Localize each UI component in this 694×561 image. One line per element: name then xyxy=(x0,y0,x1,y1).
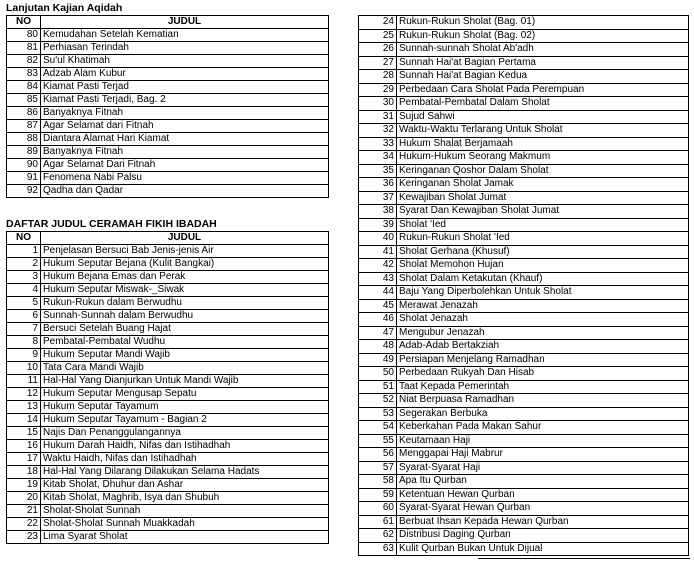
table-row xyxy=(7,133,329,146)
row-number: 28 xyxy=(359,70,397,84)
row-title: Segerakan Berbuka xyxy=(397,407,689,421)
row-number: 2 xyxy=(7,258,41,271)
table-row xyxy=(7,518,329,531)
table-row xyxy=(359,245,689,259)
row-number: 10 xyxy=(7,362,41,375)
row-title: Perbedaan Rukyah Dan Hisab xyxy=(397,367,689,381)
row-title: Keringanan Qoshor Dalam Sholat xyxy=(397,164,689,178)
table-row xyxy=(359,218,689,232)
row-number: 32 xyxy=(359,124,397,138)
row-title: Berbuat Ihsan Kepada Hewan Qurban xyxy=(397,515,689,529)
row-title: Sunnah Hai'at Bagian Kedua xyxy=(397,70,689,84)
row-number: 5 xyxy=(7,297,41,310)
row-title: Perbedaan Cara Sholat Pada Perempuan xyxy=(397,83,689,97)
row-title: Hukum Darah Haidh, Nifas dan Istihadhah xyxy=(41,440,329,453)
table-row xyxy=(359,502,689,516)
row-title: Apa Itu Qurban xyxy=(397,475,689,489)
row-number: 22 xyxy=(7,518,41,531)
row-number: 45 xyxy=(359,299,397,313)
row-number: 11 xyxy=(7,375,41,388)
row-title: Bersuci Setelah Buang Hajat xyxy=(41,323,329,336)
row-title: Banyaknya Fitnah xyxy=(41,107,329,120)
row-number: 1 xyxy=(7,245,41,258)
row-number: 61 xyxy=(359,515,397,529)
row-title: Syarat Dan Kewajiban Sholat Jumat xyxy=(397,205,689,219)
row-title: Keringanan Sholat Jamak xyxy=(397,178,689,192)
row-title: Kitab Sholat, Maghrib, Isya dan Shubuh xyxy=(41,492,329,505)
row-title: Syarat-Syarat Hewan Qurban xyxy=(397,502,689,516)
row-title: Qadha dan Qadar xyxy=(41,185,329,198)
table-row xyxy=(7,55,329,68)
aqidah-title: Lanjutan Kajian Aqidah xyxy=(6,2,123,14)
aqidah-table xyxy=(6,15,329,198)
row-title: Hukum Seputar Miswak-_Siwak xyxy=(41,284,329,297)
row-number: 12 xyxy=(7,388,41,401)
row-number: 23 xyxy=(7,531,41,544)
table-row xyxy=(7,466,329,479)
table-row xyxy=(7,284,329,297)
row-number: 85 xyxy=(7,94,41,107)
table-row xyxy=(7,336,329,349)
table-row xyxy=(7,94,329,107)
row-title: Sholat Gerhana (Khusuf) xyxy=(397,245,689,259)
row-title: Rukun-Rukun Sholat (Bag. 02) xyxy=(397,29,689,43)
table-row xyxy=(7,29,329,42)
row-number: 7 xyxy=(7,323,41,336)
table-row xyxy=(359,529,689,543)
row-title: Rukun-Rukun dalam Berwudhu xyxy=(41,297,329,310)
table-row xyxy=(7,505,329,518)
row-title: Hukum Seputar Tayamum - Bagian 2 xyxy=(41,414,329,427)
table-row xyxy=(359,542,689,556)
row-number: 92 xyxy=(7,185,41,198)
table-row xyxy=(359,286,689,300)
table-row xyxy=(7,68,329,81)
row-number: 50 xyxy=(359,367,397,381)
row-title: Diantara Alamat Hari Kiamat xyxy=(41,133,329,146)
row-title: Hal-Hal Yang Dianjurkan Untuk Mandi Wajib xyxy=(41,375,329,388)
row-title: Keutamaan Haji xyxy=(397,434,689,448)
table-row xyxy=(7,531,329,544)
row-title: Merawat Jenazah xyxy=(397,299,689,313)
row-number: 46 xyxy=(359,313,397,327)
col-judul-header: JUDUL xyxy=(41,16,329,29)
row-number: 4 xyxy=(7,284,41,297)
row-number: 35 xyxy=(359,164,397,178)
row-number: 13 xyxy=(7,401,41,414)
row-title: Sholat 'Ied xyxy=(397,218,689,232)
row-number: 88 xyxy=(7,133,41,146)
table-row xyxy=(359,367,689,381)
row-title: Sunnah Hai'at Bagian Pertama xyxy=(397,56,689,70)
table-row xyxy=(7,107,329,120)
row-title: Kewajiban Sholat Jumat xyxy=(397,191,689,205)
table-row xyxy=(359,43,689,57)
row-number: 6 xyxy=(7,310,41,323)
row-title: Hukum Seputar Mengusap Sepatu xyxy=(41,388,329,401)
row-number: 84 xyxy=(7,81,41,94)
row-title: Sujud Sahwi xyxy=(397,110,689,124)
fikih-title: DAFTAR JUDUL CERAMAH FIKIH IBADAH xyxy=(6,218,217,230)
row-title: Hukum Bejana Emas dan Perak xyxy=(41,271,329,284)
row-title: Rukun-Rukun Sholat 'Ied xyxy=(397,232,689,246)
row-title: Distribusi Daging Qurban xyxy=(397,529,689,543)
table-row xyxy=(359,137,689,151)
row-number: 89 xyxy=(7,146,41,159)
col-no-header: NO xyxy=(7,232,41,245)
row-title: Kiamat Pasti Terjadi, Bag. 2 xyxy=(41,94,329,107)
row-number: 33 xyxy=(359,137,397,151)
table-row xyxy=(359,110,689,124)
row-title: Sholat-Sholat Sunnah Muakkadah xyxy=(41,518,329,531)
table-row xyxy=(359,205,689,219)
row-number: 40 xyxy=(359,232,397,246)
row-number: 18 xyxy=(7,466,41,479)
row-title: Kiamat Pasti Terjad xyxy=(41,81,329,94)
col-judul-header: JUDUL xyxy=(41,232,329,245)
row-title: Agar Selamat Dari Fitnah xyxy=(41,159,329,172)
table-row xyxy=(7,258,329,271)
row-number: 21 xyxy=(7,505,41,518)
table-row xyxy=(7,297,329,310)
row-title: Najis Dan Penanggulangannya xyxy=(41,427,329,440)
row-title: Ketentuan Hewan Qurban xyxy=(397,488,689,502)
row-number: 25 xyxy=(359,29,397,43)
row-number: 87 xyxy=(7,120,41,133)
table-row xyxy=(7,375,329,388)
row-number: 29 xyxy=(359,83,397,97)
table-row xyxy=(7,362,329,375)
table-row xyxy=(7,172,329,185)
table-row xyxy=(359,475,689,489)
table-row xyxy=(7,401,329,414)
row-number: 44 xyxy=(359,286,397,300)
row-number: 43 xyxy=(359,272,397,286)
row-number: 59 xyxy=(359,488,397,502)
row-title: Su'ul Khatimah xyxy=(41,55,329,68)
row-title: Adzab Alam Kubur xyxy=(41,68,329,81)
table-row xyxy=(359,272,689,286)
row-number: 82 xyxy=(7,55,41,68)
row-title: Persiapan Menjelang Ramadhan xyxy=(397,353,689,367)
table-row xyxy=(7,349,329,362)
table-row xyxy=(7,159,329,172)
row-number: 27 xyxy=(359,56,397,70)
row-number: 26 xyxy=(359,43,397,57)
table-row xyxy=(359,232,689,246)
table-row xyxy=(359,97,689,111)
row-title: Hukum Seputar Tayamum xyxy=(41,401,329,414)
row-title: Pembatal-Pembatal Wudhu xyxy=(41,336,329,349)
table-row xyxy=(359,421,689,435)
row-number: 58 xyxy=(359,475,397,489)
fikih-table xyxy=(6,231,329,544)
table-row xyxy=(7,427,329,440)
table-row xyxy=(359,488,689,502)
row-title: Waktu Haidh, Nifas dan Istihadhah xyxy=(41,453,329,466)
row-title: Kemudahan Setelah Kematian xyxy=(41,29,329,42)
row-number: 62 xyxy=(359,529,397,543)
table-row xyxy=(7,310,329,323)
row-number: 42 xyxy=(359,259,397,273)
table-row xyxy=(359,164,689,178)
row-number: 57 xyxy=(359,461,397,475)
table-row xyxy=(359,56,689,70)
row-title: Sunnah-Sunnah dalam Berwudhu xyxy=(41,310,329,323)
row-number: 81 xyxy=(7,42,41,55)
row-number: 51 xyxy=(359,380,397,394)
row-number: 9 xyxy=(7,349,41,362)
fikih-continued-table xyxy=(358,15,689,556)
row-title: Tata Cara Mandi Wajib xyxy=(41,362,329,375)
table-row xyxy=(359,448,689,462)
table-row xyxy=(359,515,689,529)
table-row xyxy=(359,313,689,327)
row-number: 63 xyxy=(359,542,397,556)
row-number: 91 xyxy=(7,172,41,185)
table-row xyxy=(359,124,689,138)
row-title: Penjelasan Bersuci Bab Jenis-jenis Air xyxy=(41,245,329,258)
row-number: 90 xyxy=(7,159,41,172)
row-title: Hukum Seputar Mandi Wajib xyxy=(41,349,329,362)
table-row xyxy=(359,259,689,273)
table-row xyxy=(359,178,689,192)
table-row xyxy=(359,151,689,165)
row-title: Lima Syarat Sholat xyxy=(41,531,329,544)
table-row xyxy=(7,323,329,336)
table-row xyxy=(7,271,329,284)
table-row xyxy=(7,81,329,94)
row-number: 36 xyxy=(359,178,397,192)
table-row xyxy=(359,434,689,448)
table-row xyxy=(359,461,689,475)
table-header-row xyxy=(7,16,329,29)
table-row xyxy=(7,245,329,258)
row-number: 38 xyxy=(359,205,397,219)
row-title: Baju Yang Diperbolehkan Untuk Sholat xyxy=(397,286,689,300)
row-number: 20 xyxy=(7,492,41,505)
table-row xyxy=(359,299,689,313)
table-row xyxy=(359,353,689,367)
table-row xyxy=(7,414,329,427)
row-title: Hukum Seputar Bejana (Kulit Bangkai) xyxy=(41,258,329,271)
row-title: Fenomena Nabi Palsu xyxy=(41,172,329,185)
table-row xyxy=(7,492,329,505)
row-number: 30 xyxy=(359,97,397,111)
table-row xyxy=(359,380,689,394)
row-number: 15 xyxy=(7,427,41,440)
table-row xyxy=(7,453,329,466)
row-title: Agar Selamat dari Fitnah xyxy=(41,120,329,133)
table-row xyxy=(7,120,329,133)
row-number: 83 xyxy=(7,68,41,81)
row-number: 47 xyxy=(359,326,397,340)
row-title: Hukum-Hukum Seorang Makmum xyxy=(397,151,689,165)
row-title: Pembatal-Pembatal Dalam Sholat xyxy=(397,97,689,111)
table-row xyxy=(7,388,329,401)
row-number: 37 xyxy=(359,191,397,205)
row-number: 54 xyxy=(359,421,397,435)
row-number: 80 xyxy=(7,29,41,42)
row-number: 24 xyxy=(359,16,397,30)
row-title: Sholat Jenazah xyxy=(397,313,689,327)
row-title: Kulit Qurban Bukan Untuk Dijual xyxy=(397,542,689,556)
row-title: Hukum Shalat Berjamaah xyxy=(397,137,689,151)
row-title: Banyaknya Fitnah xyxy=(41,146,329,159)
row-number: 34 xyxy=(359,151,397,165)
row-title: Sunnah-sunnah Sholat Ab'adh xyxy=(397,43,689,57)
table-row xyxy=(359,191,689,205)
table-row xyxy=(359,16,689,30)
table-row xyxy=(7,479,329,492)
row-number: 49 xyxy=(359,353,397,367)
row-number: 16 xyxy=(7,440,41,453)
row-title: Adab-Adab Bertakziah xyxy=(397,340,689,354)
row-title: Rukun-Rukun Sholat (Bag. 01) xyxy=(397,16,689,30)
row-title: Mengubur Jenazah xyxy=(397,326,689,340)
table-row xyxy=(7,440,329,453)
table-row xyxy=(359,394,689,408)
row-title: Sholat-Sholat Sunnah xyxy=(41,505,329,518)
row-title: Kitab Sholat, Dhuhur dan Ashar xyxy=(41,479,329,492)
table-row xyxy=(7,146,329,159)
row-title: Sholat Memohon Hujan xyxy=(397,259,689,273)
row-number: 56 xyxy=(359,448,397,462)
table-row xyxy=(359,70,689,84)
col-no-header: NO xyxy=(7,16,41,29)
table-row xyxy=(359,29,689,43)
table-header-row xyxy=(7,232,329,245)
row-number: 48 xyxy=(359,340,397,354)
table-row xyxy=(7,42,329,55)
table-row xyxy=(359,407,689,421)
row-number: 19 xyxy=(7,479,41,492)
row-number: 14 xyxy=(7,414,41,427)
table-row xyxy=(359,340,689,354)
row-number: 52 xyxy=(359,394,397,408)
row-title: Taat Kepada Pemerintah xyxy=(397,380,689,394)
row-title: Niat Berpuasa Ramadhan xyxy=(397,394,689,408)
row-title: Perhiasan Terindah xyxy=(41,42,329,55)
row-number: 8 xyxy=(7,336,41,349)
footer-rule xyxy=(478,558,690,559)
row-title: Sholat Dalam Ketakutan (Khauf) xyxy=(397,272,689,286)
table-row xyxy=(7,185,329,198)
row-number: 86 xyxy=(7,107,41,120)
row-title: Keberkahan Pada Makan Sahur xyxy=(397,421,689,435)
row-number: 31 xyxy=(359,110,397,124)
row-number: 41 xyxy=(359,245,397,259)
row-number: 60 xyxy=(359,502,397,516)
row-title: Menggapai Haji Mabrur xyxy=(397,448,689,462)
row-number: 55 xyxy=(359,434,397,448)
table-row xyxy=(359,326,689,340)
row-title: Hal-Hal Yang Dilarang Dilakukan Selama Hadats xyxy=(41,466,329,479)
row-number: 17 xyxy=(7,453,41,466)
table-row xyxy=(359,83,689,97)
row-title: Waktu-Waktu Terlarang Untuk Sholat xyxy=(397,124,689,138)
row-number: 39 xyxy=(359,218,397,232)
row-number: 3 xyxy=(7,271,41,284)
row-title: Syarat-Syarat Haji xyxy=(397,461,689,475)
row-number: 53 xyxy=(359,407,397,421)
